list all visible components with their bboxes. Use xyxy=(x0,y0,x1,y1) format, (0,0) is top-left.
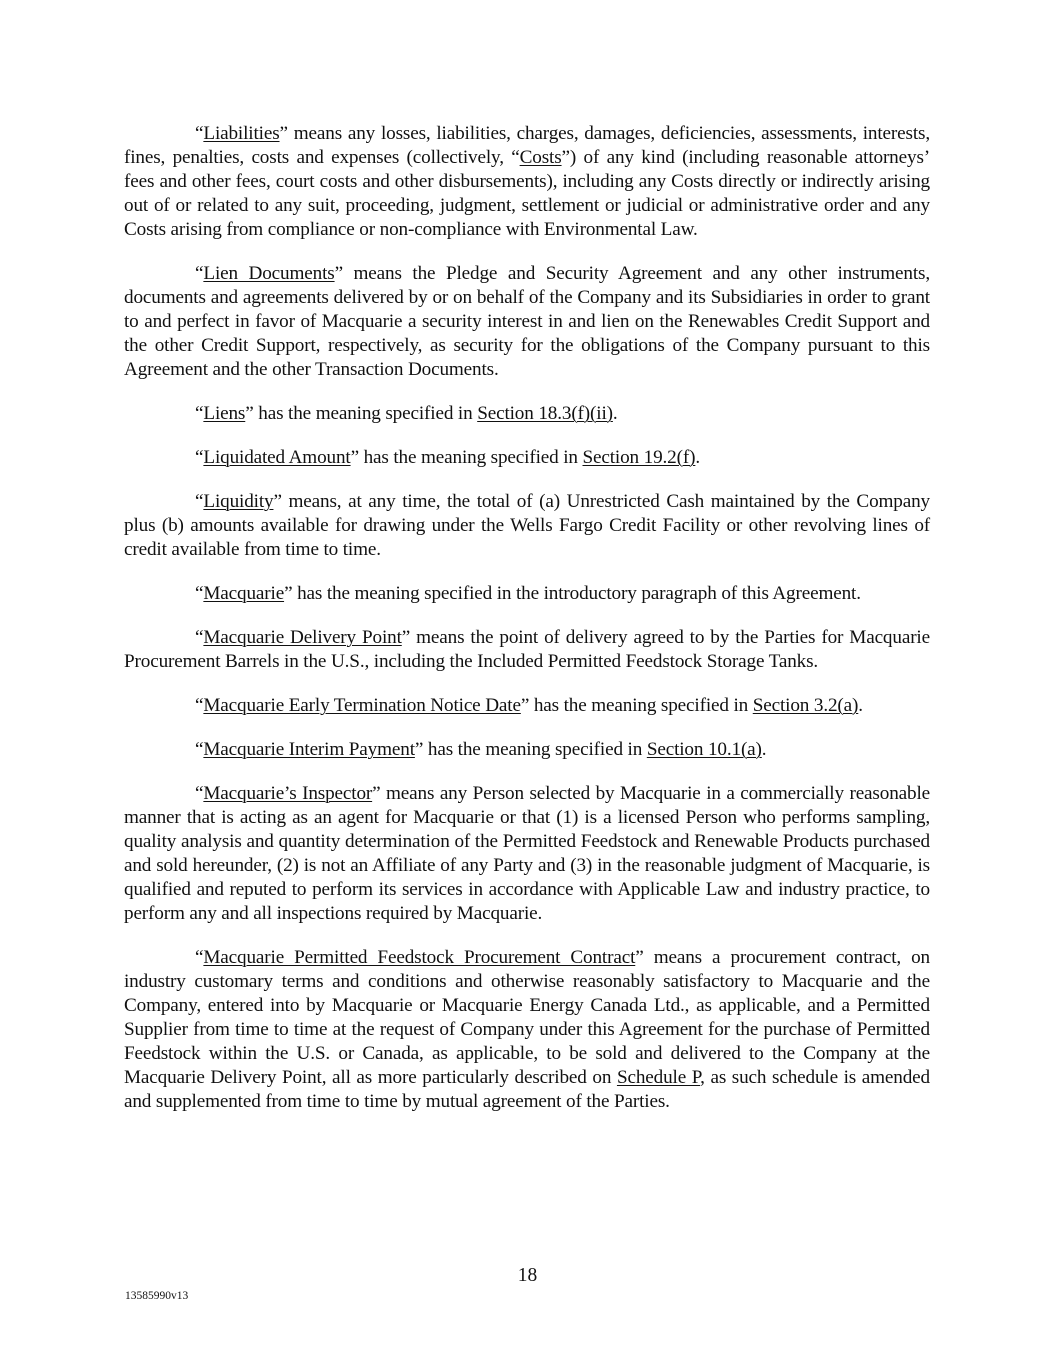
paragraph-text: ” means, at any time, the total of (a) Unrestricted Cash maintained by the Company plus (b) amounts available for drawing under the Wells Fargo Credit Facility or other revolving lines of credit available from time to time. xyxy=(124,491,930,560)
paragraph-text: “ xyxy=(195,947,204,968)
defined-term: Costs xyxy=(519,147,562,168)
paragraph-text: ” has the meaning specified in the introductory paragraph of this Agreement. xyxy=(284,583,861,604)
defined-term: Liquidity xyxy=(203,491,274,512)
paragraph-text: ” means the point of delivery agreed to by the Parties for Macquarie Procurement Barrels in the U.S., including the Included Permitted Feedstock Storage Tanks. xyxy=(124,627,930,672)
paragraph-text: ” means any Person selected by Macquarie in a commercially reasonable manner that is acting as an agent for Macquarie or that (1) is a licensed Person who performs sampling, quality analysis and quantity determination of the Permitted Feedstock and Renewable Products purchased and sold hereunder, (2) is not an Affiliate of any Party and (3) in the reasonable judgment of Macquarie, is qualified and reputed to perform its services in accordance with Applicable Law and industry practice, to perform any and all inspections required by Macquarie. xyxy=(124,783,930,924)
paragraph-text: “ xyxy=(195,583,204,604)
paragraph-text: ” has the meaning specified in xyxy=(245,403,478,424)
definition-macquarie xyxy=(124,582,930,606)
defined-term: Macquarie Early Termination Notice Date xyxy=(203,695,521,716)
cross-reference[interactable]: Section 19.2(f) xyxy=(582,447,696,468)
paragraph-text: “ xyxy=(195,783,204,804)
paragraph-text: ” means any losses, liabilities, charges, damages, deficiencies, assessments, interests, fines, penalties, costs and expenses (collectively, “ xyxy=(124,123,930,168)
definition-macquarie-delivery-point xyxy=(124,626,930,674)
defined-term: Macquarie xyxy=(203,583,285,604)
definition-liabilities xyxy=(124,122,930,242)
definition-liens xyxy=(124,402,930,426)
defined-term: Liens xyxy=(203,403,246,424)
defined-term: Macquarie’s Inspector xyxy=(203,783,373,804)
paragraph-text: “ xyxy=(195,739,204,760)
paragraph-text: “ xyxy=(195,627,204,648)
defined-term: Liquidated Amount xyxy=(203,447,351,468)
definition-macquaries-inspector xyxy=(124,782,930,926)
defined-term: Lien Documents xyxy=(203,263,335,284)
defined-term: Macquarie Interim Payment xyxy=(203,739,415,760)
paragraph-text: . xyxy=(858,695,863,716)
cross-reference[interactable]: Section 3.2(a) xyxy=(752,695,859,716)
definition-macquarie-early-termination-notice-date xyxy=(124,694,930,718)
paragraph-text: ” has the meaning specified in xyxy=(520,695,753,716)
paragraph-text: “ xyxy=(195,491,204,512)
page-number: 18 xyxy=(517,1265,538,1286)
paragraph-text: “ xyxy=(195,123,204,144)
paragraph-text: ” has the meaning specified in xyxy=(350,447,583,468)
paragraph-text: , as such schedule is amended and supplemented from time to time by mutual agreement of the Parties. xyxy=(124,1067,930,1112)
cross-reference[interactable]: Schedule P xyxy=(616,1067,701,1088)
definition-macquarie-interim-payment xyxy=(124,738,930,762)
document-body xyxy=(124,122,930,1134)
paragraph-text: ”) of any kind (including reasonable attorneys’ fees and other fees, court costs and other disbursements), including any Costs directly or indirectly arising out of or related to any suit, proceeding, judgment, settlement or judicial or administrative order and any Costs arising from compliance or non-compliance with Environmental Law. xyxy=(124,147,930,240)
definition-lien-documents xyxy=(124,262,930,382)
cross-reference[interactable]: Section 10.1(a) xyxy=(646,739,762,760)
document-id: 13585990v13 xyxy=(125,1290,189,1302)
paragraph-text: ” has the meaning specified in xyxy=(414,739,647,760)
cross-reference[interactable]: Section 18.3(f)(ii) xyxy=(477,403,613,424)
definition-macquarie-permitted-feedstock-procurement-contract xyxy=(124,946,930,1114)
paragraph-text: “ xyxy=(195,263,204,284)
paragraph-text: “ xyxy=(195,403,204,424)
paragraph-text: ” means a procurement contract, on industry customary terms and conditions and otherwise reasonably satisfactory to Macquarie and the Company, entered into by Macquarie or Macquarie Energy Canada Ltd., as applicable, and a Permitted Supplier from time to time at the request of Company under this Agreement for the purchase of Permitted Feedstock within the U.S. or Canada, as applicable, to be sold and delivered to the Company at the Macquarie Delivery Point, all as more particularly described on xyxy=(124,947,930,1088)
paragraph-text: “ xyxy=(195,695,204,716)
paragraph-text: . xyxy=(612,403,618,424)
paragraph-text: . xyxy=(695,447,701,468)
defined-term: Macquarie Delivery Point xyxy=(203,627,402,648)
paragraph-text: ” means the Pledge and Security Agreement and any other instruments, documents and agreements delivered by or on behalf of the Company and its Subsidiaries in order to grant to and perfect in favor of Macquarie a security interest in and lien on the Renewables Credit Support and the other Credit Support, respectively, as security for the obligations of the Company pursuant to this Agreement and the other Transaction Documents. xyxy=(124,263,930,380)
definition-liquidity xyxy=(124,490,930,562)
paragraph-text: . xyxy=(761,739,767,760)
defined-term: Macquarie Permitted Feedstock Procurement Contract xyxy=(203,947,636,968)
definition-liquidated-amount xyxy=(124,446,930,470)
paragraph-text: “ xyxy=(195,447,204,468)
defined-term: Liabilities xyxy=(203,123,280,144)
